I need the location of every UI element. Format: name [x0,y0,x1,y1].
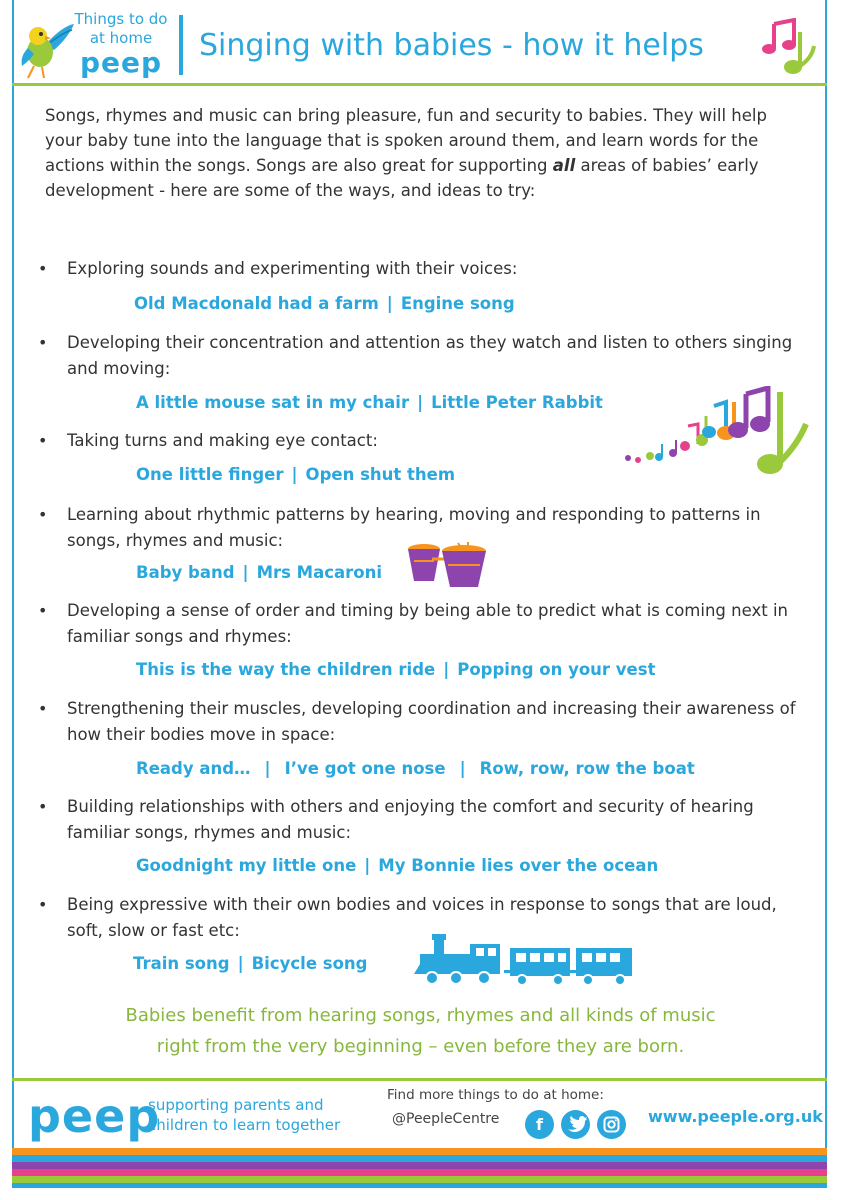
song-link[interactable]: Ready and… [136,759,251,778]
song-link[interactable]: This is the way the children ride [136,660,436,679]
item-text: Building relationships with others and enjoying the comfort and security of hearing familiar songs, rhymes and music: [67,797,754,842]
song-separator: | [242,563,249,582]
song-link[interactable]: Train song [133,954,230,973]
music-notes-cluster-icon [622,386,812,478]
header-divider [179,15,183,75]
item-text: Being expressive with their own bodies and voices in response to songs that are loud, soft, slow or fast etc: [67,895,777,940]
social-handle[interactable]: @PeepleCentre [392,1111,500,1127]
stripe-bottom [12,1183,827,1188]
instagram-icon[interactable] [597,1110,626,1139]
bullet-icon: • [38,797,48,816]
item-text: Developing a sense of order and timing by being able to predict what is coming next in familiar songs and rhymes: [67,601,788,646]
song-links [136,560,382,586]
song-links [136,657,655,683]
song-separator: | [264,759,271,778]
item-text: Learning about rhythmic patterns by hearing, moving and responding to patterns in songs, rhymes and music: [67,505,761,550]
song-links [133,951,367,977]
stripe-orange [12,1148,827,1155]
song-separator: | [237,954,244,973]
song-links [136,390,603,416]
item-text: Developing their concentration and attention as they watch and listen to others singing and moving: [67,333,793,378]
footer-peep-logo: peep [28,1089,161,1143]
header-rule [12,83,827,86]
song-link[interactable]: Goodnight my little one [136,856,357,875]
song-links [136,756,695,782]
bongo-drums-icon [402,541,492,591]
song-link[interactable]: Open shut them [305,465,456,484]
stripe-pink [12,1169,827,1176]
song-links [136,462,455,488]
song-link[interactable]: I’ve got one nose [284,759,446,778]
song-link[interactable]: Popping on your vest [457,660,656,679]
song-link[interactable]: Engine song [400,294,515,313]
song-links [136,853,658,879]
bullet-icon: • [38,699,48,718]
song-links [134,291,515,317]
website-link[interactable]: www.peeple.org.uk [648,1107,823,1126]
song-link[interactable]: Mrs Macaroni [256,563,383,582]
page-title: Singing with babies - how it helps [199,28,704,63]
bird-icon [14,18,76,80]
header [0,0,841,84]
item-text: Exploring sounds and experimenting with their voices: [67,259,518,278]
bullet-icon: • [38,333,48,352]
item-text: Taking turns and making eye contact: [67,431,378,450]
peep-logo: peep [79,46,163,79]
song-link[interactable]: Baby band [136,563,235,582]
logo-caption: Things to do at home [74,10,168,47]
twitter-icon[interactable] [561,1110,590,1139]
stripe-purple [12,1162,827,1169]
song-separator: | [459,759,466,778]
song-link[interactable]: Old Macdonald had a farm [134,294,379,313]
song-separator: | [386,294,393,313]
song-separator: | [364,856,371,875]
song-link[interactable]: Bicycle song [251,954,368,973]
song-link[interactable]: My Bonnie lies over the ocean [378,856,659,875]
bullet-icon: • [38,505,48,524]
train-icon [410,930,635,990]
music-notes-icon [760,18,820,80]
bullet-icon: • [38,601,48,620]
song-separator: | [443,660,450,679]
find-more-text: Find more things to do at home: [387,1087,604,1103]
bullet-icon: • [38,259,48,278]
stripe-blue [12,1155,827,1162]
song-link[interactable]: A little mouse sat in my chair [136,393,410,412]
bullet-icon: • [38,431,48,450]
song-link[interactable]: One little finger [136,465,284,484]
item-text: Strengthening their muscles, developing coordination and increasing their awareness of how their bodies move in space: [67,699,796,744]
footer-tagline: supporting parents and children to learn together [148,1096,341,1134]
facebook-icon[interactable]: f [525,1110,554,1139]
song-link[interactable]: Little Peter Rabbit [431,393,603,412]
song-separator: | [291,465,298,484]
song-separator: | [417,393,424,412]
footer-rule [12,1078,827,1081]
song-link[interactable]: Row, row, row the boat [479,759,695,778]
stripe-green [12,1176,827,1183]
bullet-icon: • [38,895,48,914]
intro-paragraph: Songs, rhymes and music can bring pleasure, fun and security to babies. They will help your baby tune into the language that is spoken around them, and learn words for the actions within the songs. Songs are also great for supporting all areas of babies’ early development - here are some of the ways, and ideas to try: [45,106,767,200]
closing-statement: Babies benefit from hearing songs, rhymes and all kinds of music right from the very beginning – even before they are born. [125,1005,716,1057]
